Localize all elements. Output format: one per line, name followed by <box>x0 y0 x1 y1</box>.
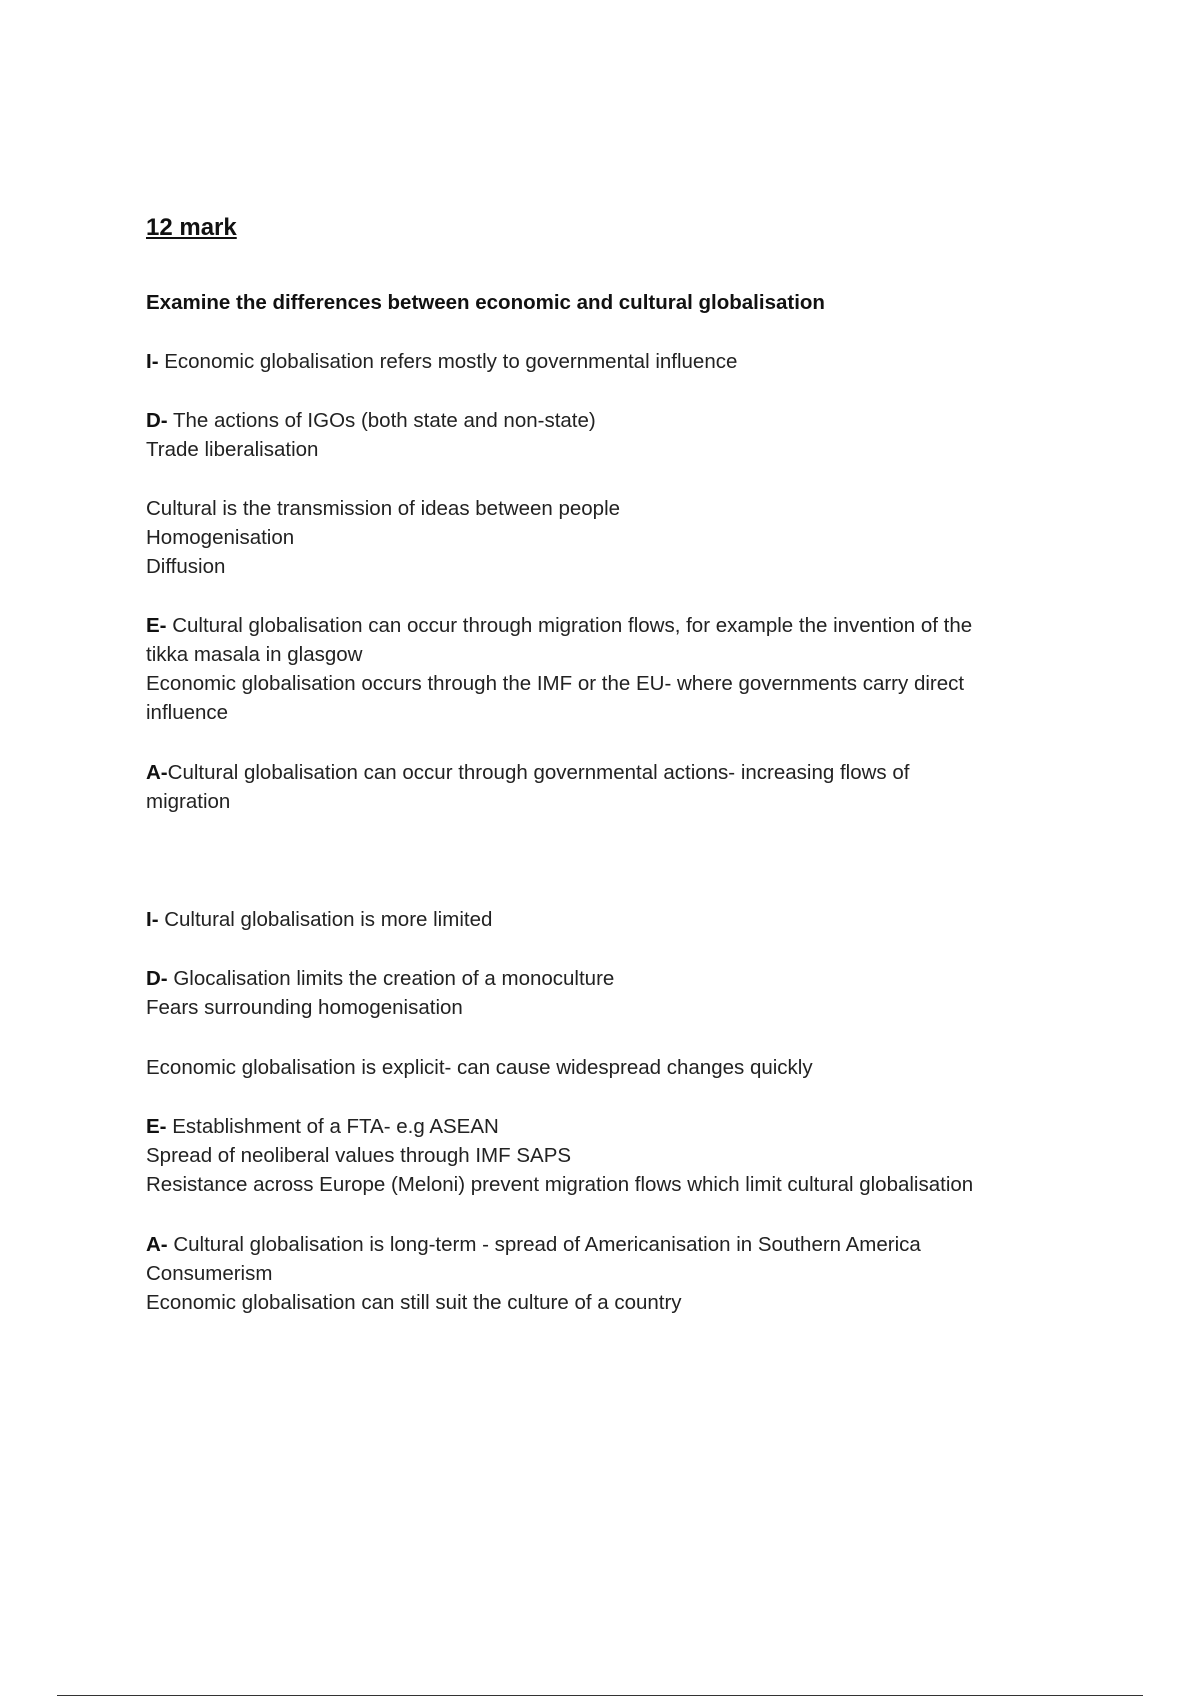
line-7 <box>146 611 972 640</box>
line-1 <box>146 347 737 376</box>
line-19 <box>146 1170 973 1199</box>
page-heading: 12 mark <box>146 214 237 241</box>
line-text: Spread of neoliberal values through IMF SAPS <box>146 1144 572 1167</box>
line-6 <box>146 552 225 581</box>
line-text: Homogenisation <box>146 526 295 549</box>
line-label: I- <box>146 908 159 931</box>
line-5 <box>146 523 294 552</box>
line-14 <box>146 964 614 993</box>
line-text: Fears surrounding homogenisation <box>146 996 463 1019</box>
line-label: D- <box>146 409 168 432</box>
line-text: Cultural globalisation can occur through migration flows, for example the invention of the <box>166 614 973 637</box>
line-text: tikka masala in glasgow <box>146 643 363 666</box>
line-text: Cultural globalisation can occur through governmental actions- increasing flows of <box>167 761 910 784</box>
line-21 <box>146 1259 272 1288</box>
line-label: D- <box>146 967 168 990</box>
line-2 <box>146 406 596 435</box>
line-text: Economic globalisation is explicit- can cause widespread changes quickly <box>146 1056 813 1079</box>
line-18 <box>146 1141 571 1170</box>
line-label: E- <box>146 1115 167 1138</box>
question-text: Examine the differences between economic and cultural globalisation <box>146 291 825 314</box>
line-17 <box>146 1112 499 1141</box>
line-text: The actions of IGOs (both state and non-state) <box>167 409 596 432</box>
line-text: Cultural is the transmission of ideas between people <box>146 497 621 520</box>
line-4 <box>146 494 620 523</box>
line-text: Glocalisation limits the creation of a monoculture <box>167 967 615 990</box>
line-label: E- <box>146 614 167 637</box>
line-text: Cultural globalisation is more limited <box>158 908 493 931</box>
line-10 <box>146 698 228 727</box>
line-9 <box>146 669 964 698</box>
line-text: Diffusion <box>146 555 226 578</box>
line-12 <box>146 787 230 816</box>
line-text: Resistance across Europe (Meloni) prevent migration flows which limit cultural globalisation <box>146 1173 974 1196</box>
line-text: Cultural globalisation is long-term - spread of Americanisation in Southern America <box>167 1233 921 1256</box>
line-label: A- <box>146 1233 168 1256</box>
footer-divider <box>57 1695 1143 1696</box>
line-16 <box>146 1053 813 1082</box>
line-13 <box>146 905 492 934</box>
line-20 <box>146 1230 921 1259</box>
line-text: Economic globalisation can still suit the culture of a country <box>146 1291 682 1314</box>
line-text: influence <box>146 701 229 724</box>
line-label: A- <box>146 761 168 784</box>
line-text: Establishment of a FTA- e.g ASEAN <box>166 1115 499 1138</box>
line-8 <box>146 640 363 669</box>
line-label: I- <box>146 350 159 373</box>
line-text: migration <box>146 790 231 813</box>
line-15 <box>146 993 463 1022</box>
line-11 <box>146 758 909 787</box>
line-22 <box>146 1288 682 1317</box>
line-3 <box>146 435 318 464</box>
line-text: Economic globalisation occurs through the IMF or the EU- where governments carry direct <box>146 672 965 695</box>
line-text: Trade liberalisation <box>146 438 319 461</box>
line-text: Consumerism <box>146 1262 273 1285</box>
line-text: Economic globalisation refers mostly to governmental influence <box>158 350 738 373</box>
